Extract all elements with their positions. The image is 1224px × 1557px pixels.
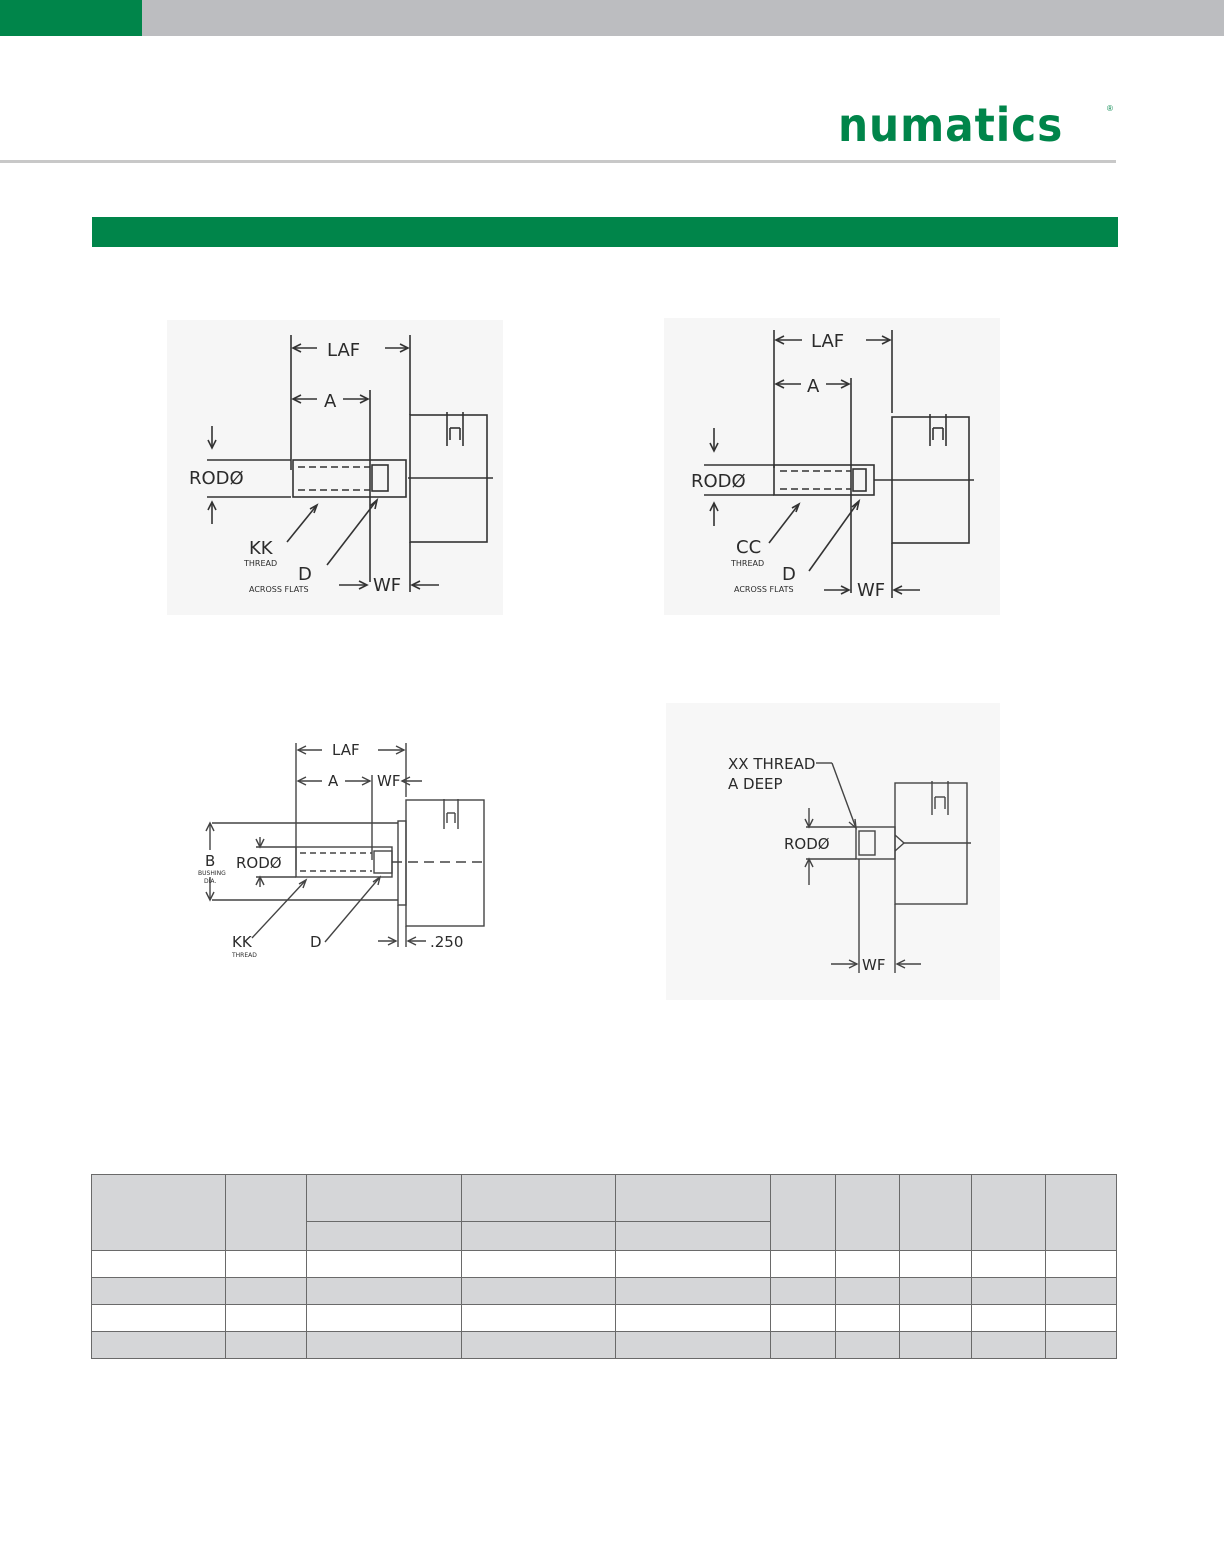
table-header-cell: [461, 1175, 616, 1222]
dimensions-table: [91, 1174, 1117, 1359]
rod-label: RODØ: [691, 471, 746, 492]
table-header-cell: [616, 1175, 771, 1222]
laf-label: LAF: [327, 340, 361, 361]
table-header-cell: [225, 1175, 306, 1251]
d-label: D: [782, 564, 796, 585]
d-label: D: [310, 933, 322, 951]
wf-label: WF: [377, 772, 401, 790]
wf-label: WF: [373, 575, 402, 596]
a-label: A: [324, 391, 337, 412]
table-subheader-cell: [461, 1222, 616, 1251]
table-header-cell: [836, 1175, 900, 1251]
numatics-logo: [838, 100, 1128, 150]
rod-label: RODØ: [236, 854, 282, 872]
across-flats-label: ACROSS FLATS: [734, 585, 794, 594]
laf-label: LAF: [811, 331, 845, 352]
wf-label: WF: [862, 956, 886, 974]
rod-end-drawing-xx-thread: [666, 703, 1000, 1000]
kk-label: KK: [232, 933, 252, 951]
kk-label: KK: [249, 538, 273, 559]
table-header-cell: [306, 1175, 461, 1222]
rod-label: RODØ: [784, 835, 830, 853]
xx-thread-label: XX THREAD: [728, 755, 816, 773]
top-green-accent: [0, 0, 142, 36]
rod-end-drawing-kk-thread: [167, 320, 503, 615]
d-label: D: [298, 564, 312, 585]
table-row: [92, 1251, 1117, 1278]
top-gray-strip: [0, 0, 1224, 36]
table-subheader-cell: [306, 1222, 461, 1251]
table-row: [92, 1278, 1117, 1305]
across-flats-label: ACROSS FLATS: [249, 585, 309, 594]
table-row: [92, 1305, 1117, 1332]
a-label: A: [328, 772, 339, 790]
section-title-bar: [92, 217, 1118, 247]
table-header-cell: [900, 1175, 972, 1251]
table-header-cell: [92, 1175, 226, 1251]
logo-wordmark: numatics: [838, 98, 1064, 152]
dia-label: DIA.: [204, 878, 217, 885]
rod-end-drawing-cc-thread: [664, 318, 1000, 615]
header-divider: [0, 160, 1116, 163]
cc-thread-label: THREAD: [731, 559, 765, 568]
table-header-cell: [771, 1175, 836, 1251]
bushing-label: BUSHING: [198, 870, 226, 877]
table-header-cell: [1046, 1175, 1117, 1251]
table-header-cell: [972, 1175, 1046, 1251]
rod-label: RODØ: [189, 468, 244, 489]
a-deep-label: A DEEP: [728, 775, 783, 793]
registered-mark: ®: [1107, 104, 1113, 113]
cc-label: CC: [736, 537, 762, 558]
kk-thread-label: THREAD: [232, 952, 257, 959]
table-row: [92, 1332, 1117, 1359]
table-subheader-cell: [616, 1222, 771, 1251]
dim-250-label: .250: [430, 933, 464, 951]
b-label: B: [205, 852, 216, 870]
rod-end-drawing-bushing: [190, 735, 500, 975]
laf-label: LAF: [332, 741, 360, 759]
a-label: A: [807, 376, 820, 397]
kk-thread-label: THREAD: [244, 559, 278, 568]
wf-label: WF: [857, 580, 886, 601]
